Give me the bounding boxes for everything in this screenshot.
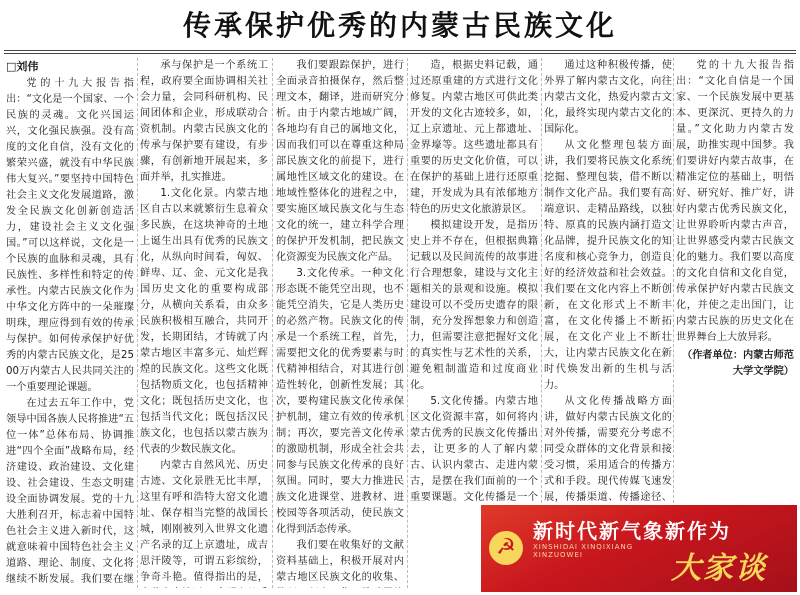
paragraph: 党的十九大报告指出：“文化自信是一个国家、一个民族发展中更基本、更深沉、更持久的力量。”文化助力内蒙古发展，助推实现中国梦。我们要讲好内蒙古故事，在精准定位的基础上，明悟好、研究好、推广好，讲好内蒙古优秀民族文化，让世界聆听内蒙古声音，让世界感受内蒙古民族文化的魅力。我们要以高度的文化自信和文化自觉，传承保护好内蒙古民族文化，并使之走出国门，让内蒙古民族的历史文化在世界舞台上大放异彩。	[676, 60, 794, 343]
promo-banner	[481, 505, 797, 592]
article-column-3	[276, 58, 404, 588]
paragraph: 从文化整理包装方面讲，我们要将民族文化系统挖掘、整理包装，借不断以制作文化产品。我们要有高端意识、走精品路线，以独特、原真的民族内涵打造文化品牌，提升民族文化的知名度和核心竞争力，创造良好的经济效益和社会效益。我们要在文化内容上不断创新，在文化形式上不断丰富，在文化传播上不断拓展，在文化产业上不断壮大，让内蒙古民族文化在新时代焕发出新的生机与活力。	[544, 140, 672, 391]
column-divider	[673, 58, 674, 503]
paragraph: 模拟建设开发，是指历史上并不存在，但根据典籍记载以及民间流传的故事进行合理想象，建设与文化主题相关的景观和设施。模拟建设可以不受历史遗存的限制，充分发挥想象力和创造力，但需要注意把握好文化的真实性与艺术性的关系，避免粗制滥造和过度商业化。	[410, 220, 538, 391]
header-rule	[4, 50, 796, 51]
paragraph: 通过这种积极传播，使外界了解内蒙古文化，向往内蒙古文化，热爱内蒙古文化，最终实现内蒙古文化的国际化。	[544, 60, 672, 135]
banner-pinyin: XINSHIDAI XINQIXIANG	[533, 543, 634, 551]
article-column-5	[544, 58, 672, 503]
column-divider	[272, 58, 273, 588]
paragraph: 内蒙古自然风光、历史古迹、文化景胜无比丰厚，这里有呼和浩特大窑文化遗址、保存相当完整的战国长城，刚刚被列入世界文化遗产名录的辽上京遗址，成吉思汗陵等，可谓五彩缤纷，争奇斗艳。值得指出的是，	[140, 460, 268, 583]
banner-title: 新时代新气象新作为	[533, 519, 731, 543]
author-affiliation: （作者单位：内蒙古师范大学文学院）	[681, 350, 794, 377]
column-divider	[407, 58, 408, 588]
paragraph: 党的十九大报告指出：“文化是一个国家、一个民族的灵魂。文化兴国运兴，文化强民族强。没有高度的文化自信，没有文化的繁荣兴盛，就没有中华民族伟大复兴。”要坚持中国特色社会主义文化发展道路，激发全民族文化创新创造活力，建设社会主义文化强国。”可以这样说，文化是一个民族的血脉和灵魂，具有民族性、多样性和特定的传承性。内蒙古民族文化作为中华文化方阵中的一朵璀璨明珠，理应得到有效的传承与保护。如何传承保护好优秀的内蒙古民族文化，是2500万内蒙古人民共同关注的一个重要理论课题。	[6, 78, 134, 393]
paragraph: 我们要跟踪保护，进行全面录音拍摄保存，然后整理文本，翻译，进而研究分析。由于内蒙古地域广阔，各地均有自己的属地文化，因而我们可以在尊重这种局部民族文化的前提下，进行属地性区域文化的建设。在地域性整体化的进程之中，要实施区域民族文化与生态文化的统一，建立科学合理的保护开发机制，把民族文化资源变为民族文化产品。	[276, 60, 404, 263]
column-divider	[137, 58, 138, 588]
paragraph: 3.文化传承。一种文化形态既不能凭空出现，也不能凭空消失，它是人类历史的必然产物。民族文化的传承是一个系统工程，首先，需要把文化的优秀要素与时代精神相结合，对其进行创造性转化，创新性发展；其次，要构建民族文化传承保护机制，建立有效的传承机制；再次，要完善文化传承的激励机制，形成全社会共同参与民族文化传承的良好氛围。同时，要大力推进民族文化进课堂、进教材、进校园等各项活动，使民族文化得到活态传承。	[276, 268, 404, 535]
headline: 传承保护优秀的内蒙古民族文化	[182, 9, 617, 42]
party-emblem-icon: ☭	[489, 531, 523, 565]
banner-pinyin: XINZUOWEI	[533, 551, 583, 559]
header-rule-secondary	[4, 53, 796, 54]
column-divider	[541, 58, 542, 503]
paragraph: 承与保护是一个系统工程，政府要全面协调相关社会力量，会同科研机构、民间团体和企业，形成联动合资机制。内蒙古民族文化的传承与保护要有建设，有步骤，有创新地开展起来，多面并举，扎实推进。	[140, 60, 268, 183]
banner-slogan: 大家谈	[671, 551, 767, 586]
paragraph: 造，根据史料记载，通过还原重建的方式进行文化修复。内蒙古地区可供此类开发的文化古迹较多，如，辽上京遗址、元上都遗址、金界壕等。这些遗址都具有重要的历史文化价值，可以在保护的基础上进行还原重建，开发成为具有浓郁地方特色的历史文化旅游景区。	[410, 60, 538, 215]
paragraph: 在过去五年工作中，党领导中国各族人民将推进“五位一体”总体布局、协调推进“四个全面”战略布局，经济建设、政治建设、文化建设、社会建设、生态文明建设全面协调发展。党的十九大胜利召开，标志着中国特色社会主义进入新时代，这就意味着中国特色社会主义道路、理论、制度、文化将继续不断发展。我们要在继	[6, 398, 134, 585]
paragraph: 5.文化传播。内蒙古地区文化资源丰富，如何将内蒙古优秀的民族文化传播出去，让更多的人了解内蒙古、认识内蒙古、走进内蒙古，是摆在我们面前的一个重要课题。文化传播是一个	[410, 396, 538, 503]
byline: □刘伟	[6, 60, 39, 73]
article-column-1	[6, 76, 134, 588]
article-column-4	[410, 58, 538, 503]
article-column-6	[676, 58, 794, 503]
paragraph: 我们要在收集好的文献资料基础上，积极开展对内蒙古地区民族文化的收集、	[276, 540, 404, 583]
article-column-2	[140, 58, 268, 588]
paragraph: 1.文化化景。内蒙古地区自古以来就繁衍生息着众多民族，在这块神奇的土地上诞生出具有优秀的民族文化，从纵向时间看，匈奴、鲜卑、辽、金、元文化是我国历史文化的重要构成部分，从横向关系看，由众多民族积极相互融合，共同开发，长期团结，才铸就了内蒙古地区丰富多元、灿烂辉煌的民族文化。这些文化既包括物质文化，也包括精神文化；既包括历史文化，也包括当代文化；既包括汉民族文化，也包括以蒙古族为代表的少数民族文化。	[140, 188, 268, 455]
paragraph: 从文化传播战略方面讲，做好内蒙古民族文化的对外传播，需要充分考虑不同受众群体的文化背景和接受习惯，采用适合的传播方式和手段。现代传媒飞速发展，传播渠道、传播途径、	[544, 396, 672, 503]
